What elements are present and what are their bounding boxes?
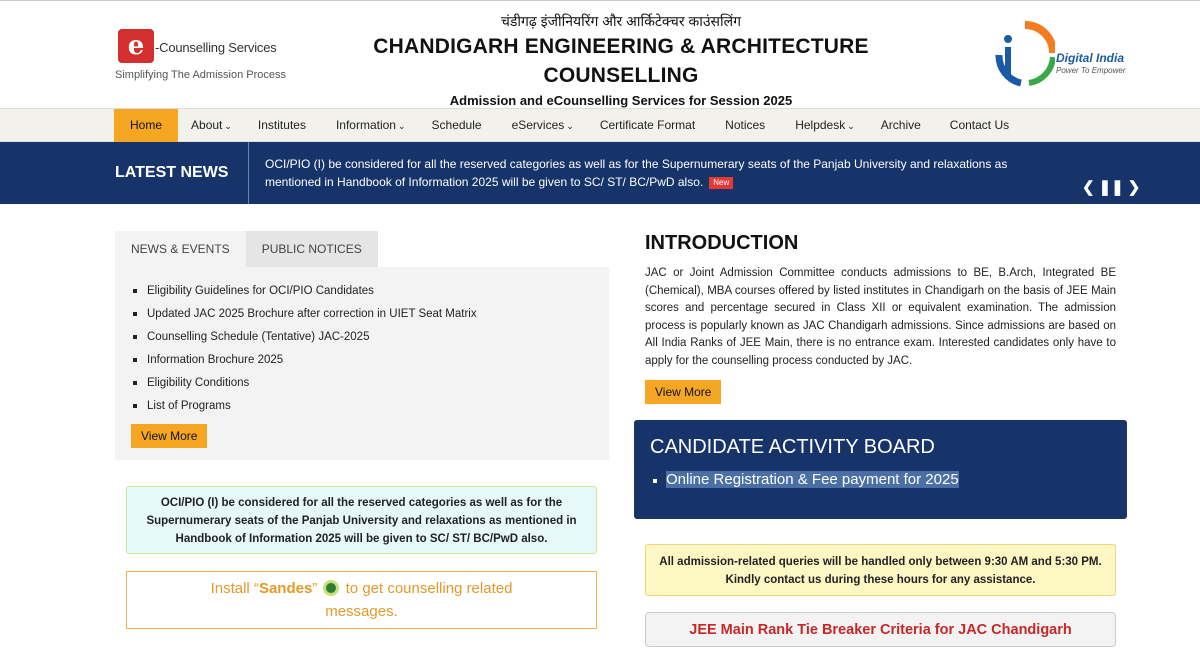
page-subtitle: Admission and eCounselling Services for Session 2025 <box>449 93 793 108</box>
tie-breaker-link[interactable]: JEE Main Rank Tie Breaker Criteria for JAC Chandigarh <box>645 612 1116 647</box>
chevron-down-icon: ⌄ <box>397 121 406 131</box>
nav-institutes[interactable]: Institutes <box>257 118 306 132</box>
latest-news-label: LATEST NEWS <box>115 142 249 204</box>
header-titles <box>360 11 882 108</box>
list-item[interactable]: Updated JAC 2025 Brochure after correction in UIET Seat Matrix <box>131 303 477 326</box>
sandes-prefix: Install “ <box>210 580 259 597</box>
list-item[interactable]: Information Brochure 2025 <box>131 349 477 372</box>
sandes-line1 <box>127 577 596 600</box>
ecounselling-logo[interactable] <box>115 27 315 87</box>
logo-mark: e <box>118 29 154 63</box>
digital-india-icon <box>995 21 1055 89</box>
sandes-app-name: Sandes <box>258 580 313 597</box>
activity-item-link[interactable]: Online Registration & Fee payment for 2025 <box>666 471 959 488</box>
activity-board-title: CANDIDATE ACTIVITY BOARD <box>650 436 935 458</box>
nav-about-label: About <box>191 118 223 132</box>
chevron-left-icon[interactable]: ❮ <box>1082 179 1095 196</box>
activity-item[interactable] <box>666 471 959 488</box>
chevron-down-icon: ⌄ <box>224 121 232 131</box>
digital-india-tagline: Power To Empower <box>1056 66 1126 75</box>
intro-title: INTRODUCTION <box>645 232 799 254</box>
nav-helpdesk[interactable] <box>782 109 868 143</box>
sandes-mid: ” <box>312 580 318 597</box>
page-title-line2: COUNSELLING <box>543 64 699 87</box>
intro-text: JAC or Joint Admission Committee conducts admissions to BE, B.Arch, Integrated BE (Chemical), MBA courses offered by listed institutes in Chandigarh on the basis of JEE Main scores and percentage secured in Class XII or equivalent examination. The admission process is popularly known as JAC Chandigarh admissions. Since admissions are based on All India Ranks of JEE Main, there is no entrance exam. Interested candidates only have to apply for the counselling process conducted by JAC. <box>645 267 1116 367</box>
list-item[interactable]: List of Programs <box>131 395 477 418</box>
nav-home[interactable]: Home <box>114 109 178 143</box>
latest-news-text: OCI/PIO (I) be considered for all the reserved categories as well as for the Supernumerary seats of the Panjab University and relaxations as mentioned in Handbook of Information 2025 will be given to SC/ ST/ BC/PwD also. <box>265 157 1008 189</box>
list-item[interactable]: Eligibility Conditions <box>131 372 477 395</box>
nav-information[interactable] <box>319 109 419 143</box>
site-header <box>0 0 1200 108</box>
page-title-line1: CHANDIGARH ENGINEERING & ARCHITECTURE <box>373 35 869 58</box>
sandes-promo[interactable] <box>126 571 597 629</box>
oci-notice-line2: Supernumerary seats of the Panjab University and relaxations as mentioned in <box>146 515 577 527</box>
oci-notice <box>126 486 597 554</box>
nav-certificate-format[interactable]: Certificate Format <box>599 118 696 132</box>
nav-information-label: Information <box>335 118 396 132</box>
chevron-right-icon[interactable]: ❯ <box>1127 179 1141 196</box>
new-badge: New <box>709 177 733 189</box>
chevron-down-icon: ⌄ <box>847 121 855 131</box>
nav-helpdesk-label: Helpdesk <box>795 118 846 132</box>
sandes-app-icon <box>323 580 339 596</box>
digital-india-logo[interactable] <box>992 21 1132 91</box>
nav-list <box>114 109 1022 143</box>
chevron-down-icon: ⌄ <box>566 121 574 131</box>
logo-text: -Counselling Services <box>155 40 277 55</box>
latest-news-bar <box>0 142 1200 204</box>
latest-news-item[interactable] <box>265 155 1065 191</box>
sandes-line2: messages. <box>325 603 398 620</box>
nav-about[interactable] <box>178 109 245 143</box>
main-nav <box>0 108 1200 142</box>
oci-notice-line3: Handbook of Information 2025 will be given to SC/ ST/ BC/PwD also. <box>175 533 548 545</box>
intro-view-more-button[interactable]: View More <box>645 380 721 404</box>
hours-line2: Kindly contact us during these hours for any assistance. <box>725 574 1036 586</box>
news-view-more-button[interactable]: View More <box>131 424 207 448</box>
news-tabs <box>115 231 378 267</box>
news-list <box>131 280 477 418</box>
news-controls <box>1082 178 1140 196</box>
nav-eservices[interactable] <box>495 109 587 143</box>
nav-contact-us[interactable]: Contact Us <box>949 118 1010 132</box>
list-item[interactable]: Eligibility Guidelines for OCI/PIO Candidates <box>131 280 477 303</box>
list-item[interactable]: Counselling Schedule (Tentative) JAC-2025 <box>131 326 477 349</box>
candidate-activity-board <box>634 420 1127 519</box>
query-hours-notice <box>645 544 1116 596</box>
hours-line1: All admission-related queries will be handled only between 9:30 AM and 5:30 PM. <box>659 556 1102 568</box>
digital-india-text: Digital India <box>1056 51 1125 65</box>
nav-notices[interactable]: Notices <box>725 118 766 132</box>
nav-eservices-label: eServices <box>511 118 565 132</box>
hindi-title: चंडीगढ़ इंजीनियरिंग और आर्किटेक्चर काउंसलिंग <box>501 13 741 29</box>
pause-icon[interactable]: ❚❚ <box>1098 179 1124 196</box>
nav-schedule[interactable]: Schedule <box>431 118 482 132</box>
oci-notice-line1: OCI/PIO (I) be considered for all the reserved categories as well as for the <box>160 497 563 509</box>
news-events-panel <box>115 267 609 460</box>
nav-archive[interactable]: Archive <box>880 118 921 132</box>
tab-news-events[interactable]: NEWS & EVENTS <box>115 231 246 267</box>
tab-public-notices[interactable]: PUBLIC NOTICES <box>246 231 378 267</box>
sandes-suffix: to get counselling related <box>345 580 513 597</box>
logo-tagline: Simplifying The Admission Process <box>115 69 286 81</box>
